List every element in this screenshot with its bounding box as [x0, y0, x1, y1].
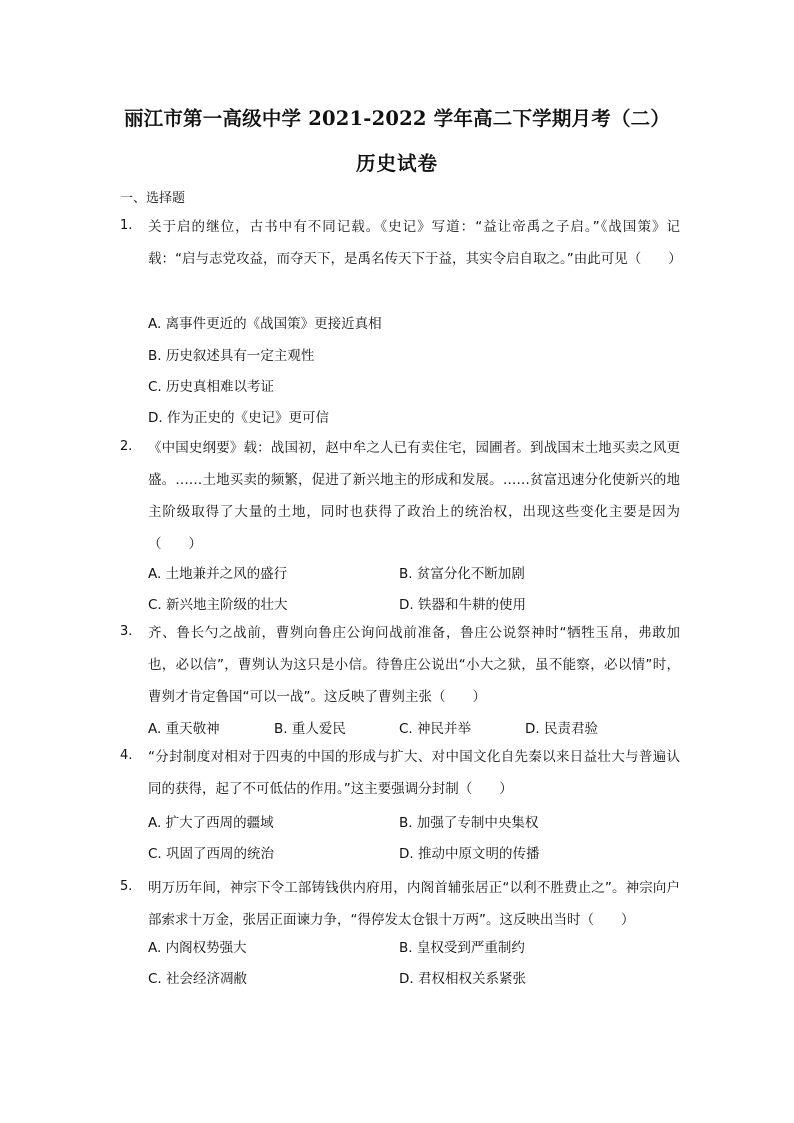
question-number: 2. — [120, 439, 133, 454]
option-d: D. 作为正史的《史记》更可信 — [148, 410, 329, 426]
section-heading: 一、选择题 — [120, 191, 186, 206]
question-stem: 齐、鲁长勺之战前，曹刿向鲁庄公询问战前准备，鲁庄公说祭神时“牺牲玉帛，弗敢加也，必以信”，曹刿认为这只是小信。待鲁庄公说出“小大之狱，虽不能察，必以情”时，曹刿才肯定鲁国“可以一战”。这反映了曹刿主张（ ） — [148, 625, 680, 705]
option-a: A. 重天敬神 — [148, 721, 220, 737]
question-number: 1. — [120, 218, 133, 233]
option-d: D. 推动中原文明的传播 — [399, 846, 540, 862]
option-b: B. 贫富分化不断加剧 — [399, 566, 525, 582]
option-b: B. 皇权受到严重制约 — [399, 940, 525, 956]
option-d: D. 铁器和牛耕的使用 — [399, 597, 526, 613]
option-c: C. 神民并举 — [399, 721, 472, 737]
option-a: A. 土地兼并之风的盛行 — [148, 566, 288, 582]
question-number: 5. — [120, 879, 133, 894]
exam-subtitle: 历史试卷 — [355, 152, 438, 175]
option-c: C. 社会经济凋敝 — [148, 971, 248, 987]
question-number: 4. — [120, 748, 133, 763]
question-stem: 明万历年间，神宗下令工部铸钱供内府用，内阁首辅张居正“以利不胜费止之”。神宗向户部索求十万金，张居正面谏力争，“得停发太仓银十万两”。这反映出当时（ ） — [148, 880, 680, 928]
option-c: C. 巩固了西周的统治 — [148, 846, 275, 862]
question-stem: 关于启的继位，古书中有不同记载。《史记》写道：“益让帝禹之子启。”《战国策》记 载：“启与志党攻益，而夺天下，是禹名传天下于益，其实令启自取之。”由此可见（ ） — [148, 219, 682, 267]
option-d: D. 民责君验 — [525, 721, 598, 737]
option-a: A. 离事件更近的《战国策》更接近真相 — [148, 316, 382, 332]
question-stem: “分封制度对相对于四夷的中国的形成与扩大、对中国文化自先秦以来日益壮大与普遍认同的获得，起了不可低估的作用。”这主要强调分封制（ ） — [148, 749, 680, 797]
option-c: C. 新兴地主阶级的壮大 — [148, 597, 288, 613]
option-a: A. 内阁权势强大 — [148, 940, 247, 956]
option-c: C. 历史真相难以考证 — [148, 379, 275, 395]
option-d: D. 君权相权关系紧张 — [399, 971, 526, 987]
exam-title: 丽江市第一高级中学 2021-2022 学年高二下学期月考（二） — [123, 107, 671, 130]
option-b: B. 重人爱民 — [274, 721, 346, 737]
option-a: A. 扩大了西周的疆域 — [148, 815, 274, 831]
question-number: 3. — [120, 624, 133, 639]
option-b: B. 历史叙述具有一定主观性 — [148, 348, 315, 364]
option-b: B. 加强了专制中央集权 — [399, 815, 539, 831]
question-stem: 《中国史纲要》载：战国初，赵中牟之人已有卖住宅，园圃者。到战国末土地买卖之风更盛。……土地买卖的频繁，促进了新兴地主的形成和发展。……贫富迅速分化使新兴的地主阶级取得了大量的土地，同时也获得了政治上的统治权，出现这些变化主要是因为（ ） — [148, 440, 680, 552]
